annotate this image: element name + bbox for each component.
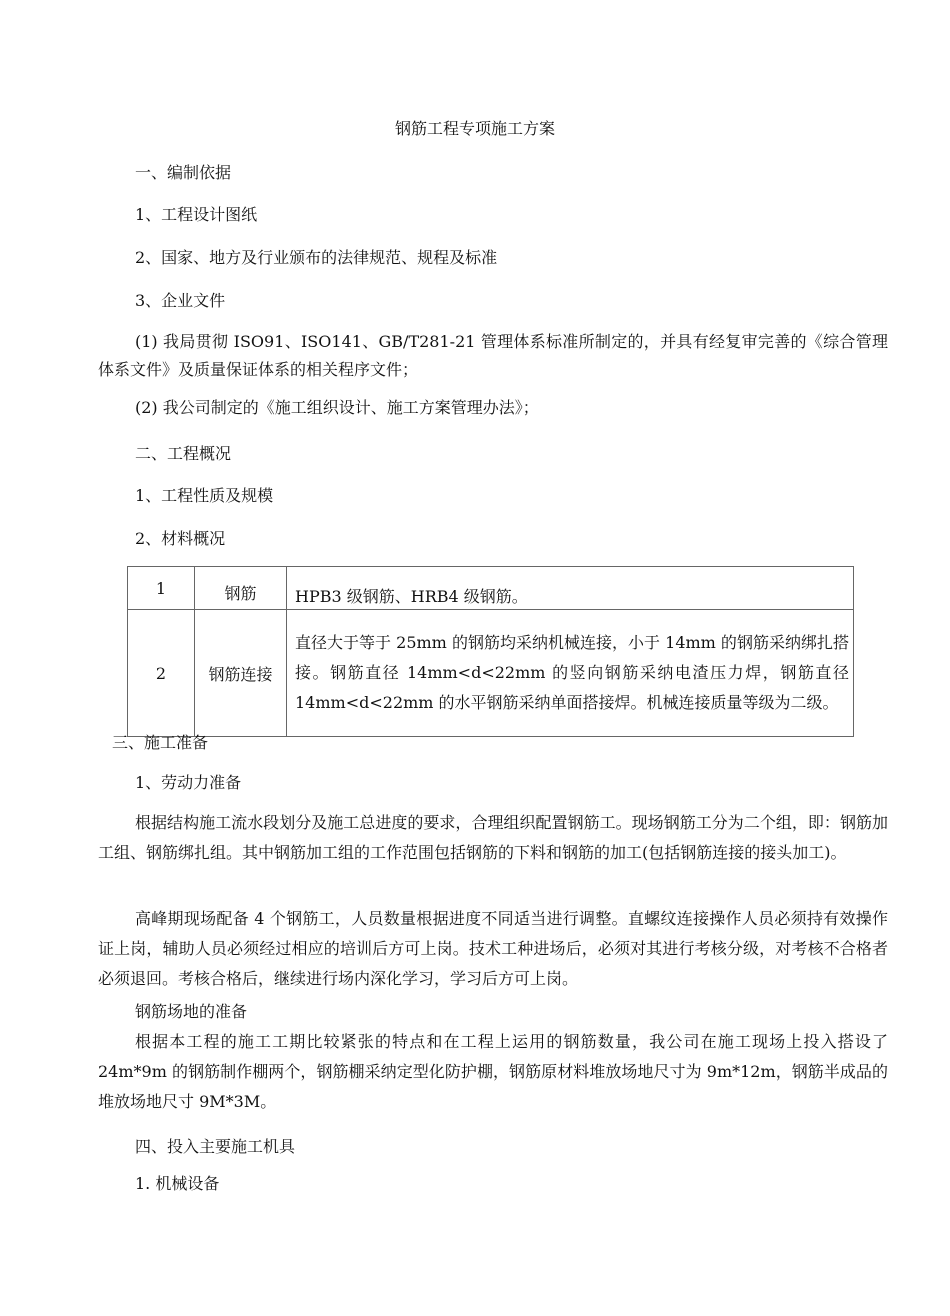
table-cell-name: 钢筋连接 <box>195 610 287 737</box>
section3-paragraph-1: 根据结构施工流水段划分及施工总进度的要求，合理组织配置钢筋工。现场钢筋工分为二个组，即：钢筋加工组、钢筋绑扎组。其中钢筋加工组的工作范围包括钢筋的下料和钢筋的加工(包括钢筋连接的接头加工)。 <box>98 813 888 862</box>
section1-item-3: 3、企业文件 <box>135 291 226 310</box>
section3-paragraph-3: 根据本工程的施工工期比较紧张的特点和在工程上运用的钢筋数量，我公司在施工现场上投入搭设了 24m*9m 的钢筋制作棚两个，钢筋棚采纳定型化防护棚，钢筋原材料堆放场地尺寸为 9m*12m，钢筋半成品的堆放场地尺寸 9M*3M。 <box>98 1032 888 1111</box>
section3-sub-1: 1、劳动力准备 <box>135 773 242 792</box>
section1-paragraph-1: (1) 我局贯彻 ISO91、ISO141、GB/T281-21 管理体系标准所制定的，并具有经复审完善的《综合管理体系文件》及质量保证体系的相关程序文件； <box>98 332 888 379</box>
section4-sub-1: 1. 机械设备 <box>135 1174 220 1193</box>
section3-sub-2: 钢筋场地的准备 <box>135 1002 248 1021</box>
section1-heading: 一、编制依据 <box>135 163 232 182</box>
section1-paragraph-2: (2) 我公司制定的《施工组织设计、施工方案管理办法》； <box>135 398 539 417</box>
section2-item-2: 2、材料概况 <box>135 529 226 548</box>
section2-heading: 二、工程概况 <box>135 444 232 463</box>
section1-item-1: 1、工程设计图纸 <box>135 205 258 224</box>
section2-item-1: 1、工程性质及规模 <box>135 486 274 505</box>
document-title: 钢筋工程专项施工方案 <box>394 119 555 138</box>
table-row <box>128 610 854 737</box>
table-cell-name: 钢筋 <box>195 567 287 610</box>
materials-table <box>127 566 854 737</box>
table-cell-desc: 直径大于等于 25mm 的钢筋均采纳机械连接，小于 14mm 的钢筋采纳绑扎搭接。钢筋直径 14mm<d<22mm 的竖向钢筋采纳电渣压力焊，钢筋直径 14mm<d<22mm 的水平钢筋采纳单面搭接焊。机械连接质量等级为二级。 <box>287 610 854 737</box>
section4-heading: 四、投入主要施工机具 <box>135 1137 296 1156</box>
section1-item-2: 2、国家、地方及行业颁布的法律规范、规程及标准 <box>135 248 498 267</box>
table-cell-no: 1 <box>128 567 195 610</box>
section3-heading: 三、施工准备 <box>112 733 209 752</box>
table-cell-no: 2 <box>128 610 195 737</box>
table-row <box>128 567 854 610</box>
table-cell-desc: HPB3 级钢筋、HRB4 级钢筋。 <box>287 567 854 610</box>
section3-paragraph-2: 高峰期现场配备 4 个钢筋工，人员数量根据进度不同适当进行调整。直螺纹连接操作人员必须持有效操作证上岗，辅助人员必须经过相应的培训后方可上岗。技术工种进场后，必须对其进行考核分级，对考核不合格者必须退回。考核合格后，继续进行场内深化学习，学习后方可上岗。 <box>98 909 888 988</box>
